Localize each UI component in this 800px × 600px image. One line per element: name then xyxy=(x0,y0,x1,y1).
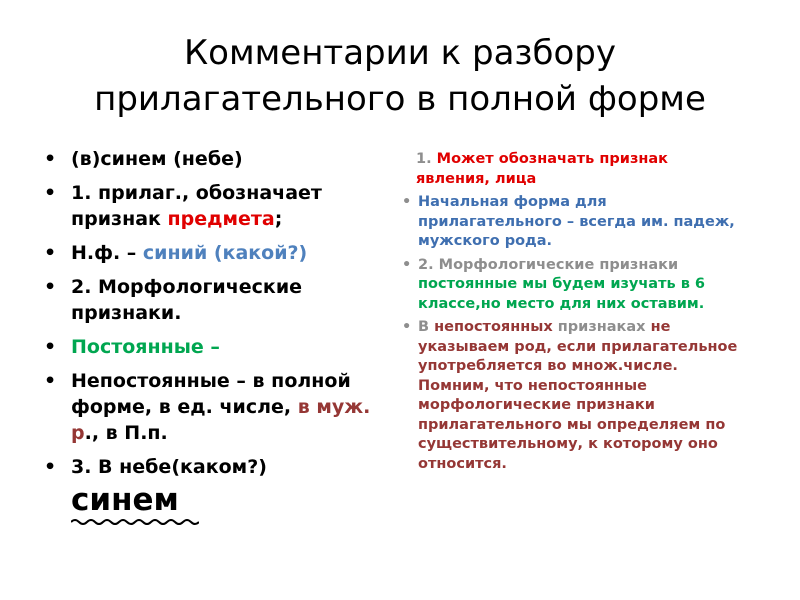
left-item-2-end: ; xyxy=(274,208,283,230)
left-item-5-text: Постоянные – xyxy=(71,336,220,358)
left-item-3 xyxy=(44,240,394,266)
left-item-6-end: ., в П.п. xyxy=(84,422,168,444)
right-item-1-text: Может обозначать признак явления, лица xyxy=(416,151,669,187)
right-bullet-list xyxy=(400,150,745,478)
title-line-2: прилагательного в полной форме xyxy=(94,79,706,119)
right-item-2-text: Начальная форма для прилагательного – всегда им. падеж, мужского рода. xyxy=(418,194,735,249)
left-item-7-text: 3. В небе(каком?) xyxy=(71,456,267,478)
title-line-1: Комментарии к разбору xyxy=(184,33,616,73)
right-item-1-number: 1. xyxy=(416,151,437,167)
right-item-4-prefix: В xyxy=(418,319,435,335)
right-item-4-highlight: непостоянных xyxy=(434,319,553,335)
right-item-3-heading: 2. Морфологические признаки xyxy=(418,256,679,273)
left-item-6 xyxy=(44,368,394,446)
left-item-2-highlight: предмета xyxy=(167,208,275,230)
left-item-7-word: синем xyxy=(71,482,179,518)
slide-title xyxy=(0,30,800,122)
right-item-2 xyxy=(400,193,745,252)
left-item-3-highlight: синий (какой?) xyxy=(142,242,308,264)
right-item-3 xyxy=(400,256,745,315)
left-bullet-list xyxy=(44,146,394,534)
left-item-4 xyxy=(44,274,394,326)
left-item-5 xyxy=(44,334,394,360)
right-item-1 xyxy=(400,150,745,189)
left-item-1-text: (в)синем (небе) xyxy=(71,148,243,170)
left-item-4-text: 2. Морфологические признаки. xyxy=(71,276,303,324)
left-item-7 xyxy=(44,454,394,526)
left-item-2-text: 1. прилаг., обозначает признак xyxy=(71,182,322,230)
left-item-6-text: Непостоянные – в полной форме, в ед. числе, xyxy=(71,370,351,418)
right-item-4-text: не указываем род, если прилагательное употребляется во множ.числе. Помним, что непостоянные морфологические признаки прилагательного мы определяем по существительному, к которому оно относится. xyxy=(418,319,738,472)
left-item-3-text: Н.ф. – xyxy=(71,242,143,264)
right-item-3-text: постоянные мы будем изучать в 6 классе,но место для них оставим. xyxy=(418,276,706,312)
left-item-2 xyxy=(44,180,394,232)
left-item-1 xyxy=(44,146,394,172)
right-item-4 xyxy=(400,318,745,474)
left-item-6-highlight: в муж. р xyxy=(71,396,371,444)
right-item-4-word: признаках xyxy=(552,319,646,335)
